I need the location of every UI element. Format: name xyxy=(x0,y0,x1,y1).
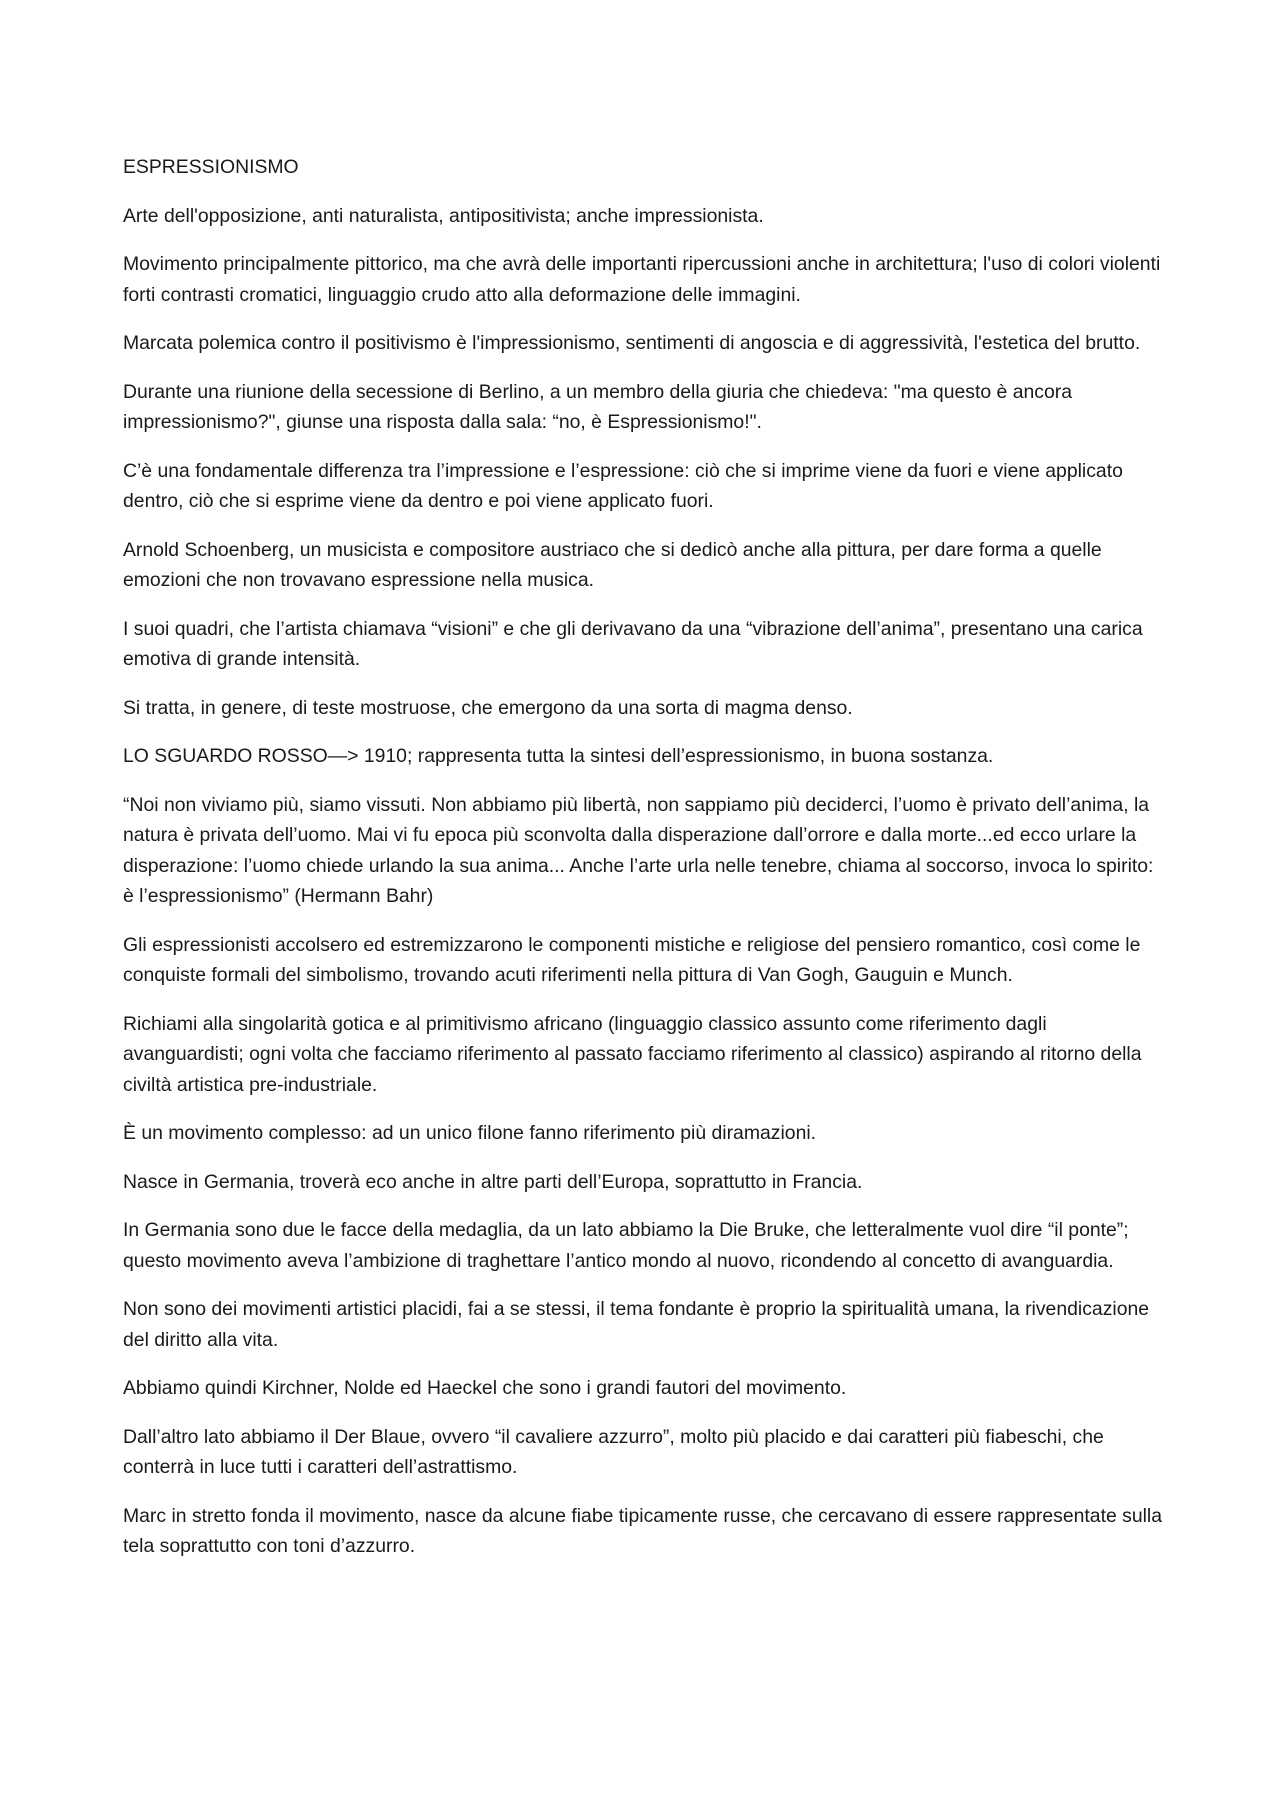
paragraph: Dall’altro lato abbiamo il Der Blaue, ovvero “il cavaliere azzurro”, molto più placido e dai caratteri più fiabeschi, che conterrà in luce tutti i caratteri dell’astrattismo. xyxy=(123,1425,1104,1478)
paragraph: Nasce in Germania, troverà eco anche in altre parti dell’Europa, soprattutto in Francia. xyxy=(123,1170,863,1193)
paragraph: Si tratta, in genere, di teste mostruose, che emergono da una sorta di magma denso. xyxy=(123,696,853,719)
paragraph: Durante una riunione della secessione di Berlino, a un membro della giuria che chiedeva: "ma questo è ancora impressionismo?", giunse una risposta dalla sala: “no, è Espressionismo!". xyxy=(123,380,1072,433)
paragraph: Abbiamo quindi Kirchner, Nolde ed Haeckel che sono i grandi fautori del movimento. xyxy=(123,1377,847,1399)
paragraph: Arte dell'opposizione, anti naturalista, antipositivista; anche impressionista. xyxy=(123,204,764,227)
paragraph: I suoi quadri, che l’artista chiamava “visioni” e che gli derivavano da una “vibrazione dell’anima”, presentano una carica emotiva di grande intensità. xyxy=(123,617,1143,670)
paragraph: Arnold Schoenberg, un musicista e compositore austriaco che si dedicò anche alla pittura, per dare forma a quelle emozioni che non trovavano espressione nella musica. xyxy=(123,538,1102,591)
paragraph: In Germania sono due le facce della medaglia, da un lato abbiamo la Die Bruke, che letteralmente vuol dire “il ponte”; questo movimento aveva l’ambizione di traghettare l’antico mondo al nuovo, ricondendo al concetto di avanguardia. xyxy=(123,1219,1129,1272)
paragraph: Movimento principalmente pittorico, ma che avrà delle importanti ripercussioni anche in architettura; l'uso di colori violenti forti contrasti cromatici, linguaggio crudo atto alla deformazione delle immagini. xyxy=(123,253,1161,306)
document-page xyxy=(123,152,1163,1580)
paragraph: Richiami alla singolarità gotica e al primitivismo africano (linguaggio classico assunto come riferimento dagli avanguardisti; ogni volta che facciamo riferimento al passato facciamo riferimento al classico) aspirando al ritorno della civiltà artistica pre-industriale. xyxy=(123,1012,1142,1096)
paragraph: Marcata polemica contro il positivismo è l'impressionismo, sentimenti di angoscia e di aggressività, l'estetica del brutto. xyxy=(123,332,1141,354)
paragraph: LO SGUARDO ROSSO—> 1910; rappresenta tutta la sintesi dell’espressionismo, in buona sostanza. xyxy=(123,745,994,767)
paragraph: Marc in stretto fonda il movimento, nasce da alcune fiabe tipicamente russe, che cercavano di essere rappresentate sulla tela soprattutto con toni d’azzurro. xyxy=(123,1504,1163,1557)
paragraph: È un movimento complesso: ad un unico filone fanno riferimento più diramazioni. xyxy=(123,1122,817,1144)
document-title: ESPRESSIONISMO xyxy=(123,156,299,178)
paragraph: Gli espressionisti accolsero ed estremizzarono le componenti mistiche e religiose del pensiero romantico, così come le conquiste formali del simbolismo, trovando acuti riferimenti nella pittura di Van Gogh, Gauguin e Munch. xyxy=(123,933,1141,986)
paragraph: C’è una fondamentale differenza tra l’impressione e l’espressione: ciò che si imprime viene da fuori e viene applicato dentro, ciò che si esprime viene da dentro e poi viene applicato fuori. xyxy=(123,459,1123,512)
paragraph: Non sono dei movimenti artistici placidi, fai a se stessi, il tema fondante è proprio la spiritualità umana, la rivendicazione del diritto alla vita. xyxy=(123,1298,1150,1351)
quote-paragraph: “Noi non viviamo più, siamo vissuti. Non abbiamo più libertà, non sappiamo più deciderci, l’uomo è privato dell’anima, la natura è privata dell’uomo. Mai vi fu epoca più sconvolta dalla disperazione dall’orrore e dalla morte...ed ecco urlare la disperazione: l’uomo chiede urlando la sua anima... Anche l’arte urla nelle tenebre, chiama al soccorso, invoca lo spirito: è l’espressionismo” (Hermann Bahr) xyxy=(123,793,1154,907)
